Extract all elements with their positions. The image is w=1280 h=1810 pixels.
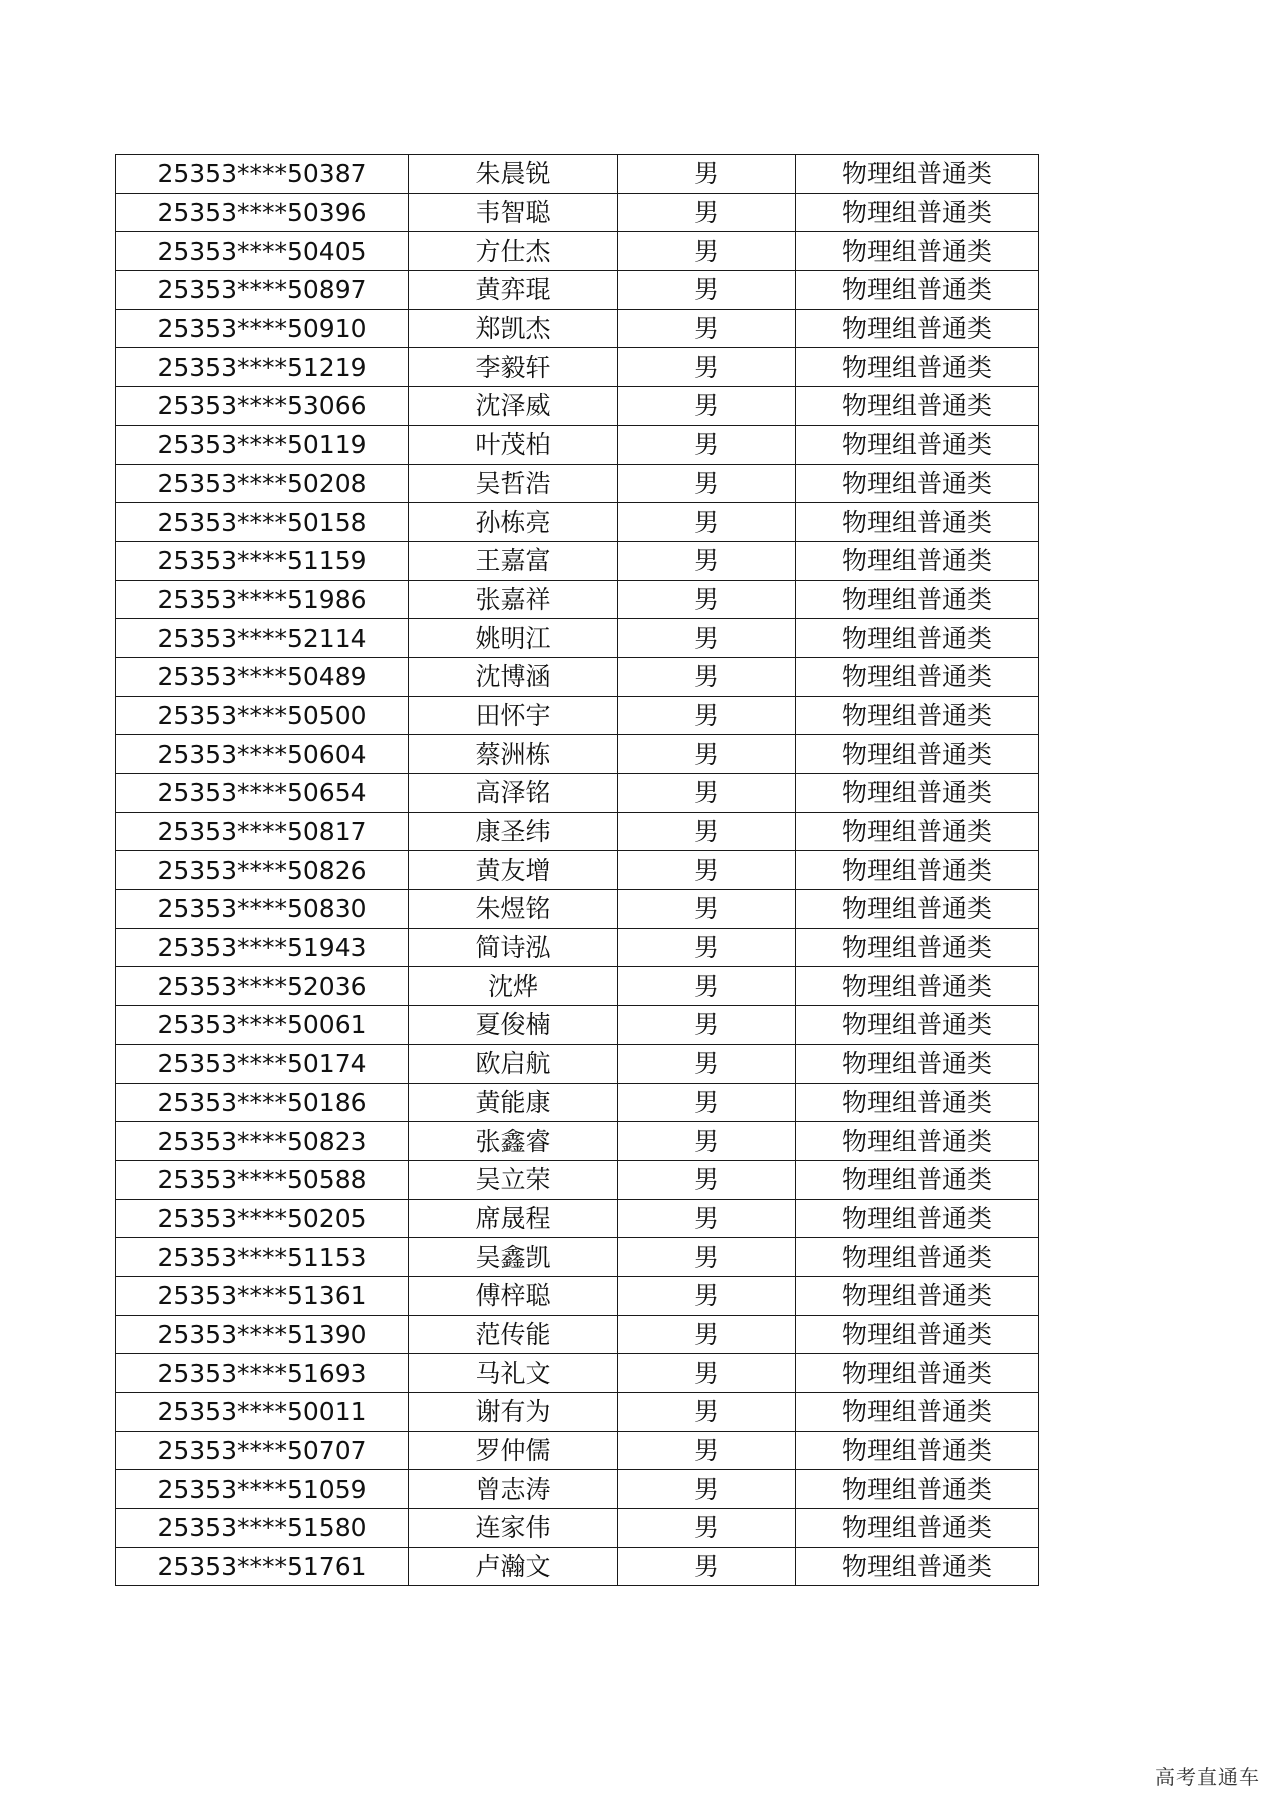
gender-cell: 男 [618, 619, 796, 658]
student-name-cell: 傅梓聪 [409, 1276, 618, 1315]
gender-cell: 男 [618, 812, 796, 851]
table-row [116, 1354, 1039, 1393]
table-row [116, 503, 1039, 542]
student-name-cell: 吴鑫凯 [409, 1238, 618, 1277]
gender-cell: 男 [618, 232, 796, 271]
table-row [116, 619, 1039, 658]
category-cell: 物理组普通类 [796, 1547, 1039, 1586]
category-cell: 物理组普通类 [796, 193, 1039, 232]
gender-cell: 男 [618, 1238, 796, 1277]
table-row [116, 1083, 1039, 1122]
exam-number-cell: 25353****53066 [116, 387, 409, 426]
category-cell: 物理组普通类 [796, 1160, 1039, 1199]
gender-cell: 男 [618, 1276, 796, 1315]
student-name-cell: 朱煜铭 [409, 890, 618, 929]
exam-number-cell: 25353****50500 [116, 696, 409, 735]
table-row [116, 193, 1039, 232]
exam-number-cell: 25353****51693 [116, 1354, 409, 1393]
category-cell: 物理组普通类 [796, 812, 1039, 851]
gender-cell: 男 [618, 1393, 796, 1432]
gender-cell: 男 [618, 425, 796, 464]
table-row [116, 851, 1039, 890]
table-row [116, 541, 1039, 580]
student-name-cell: 连家伟 [409, 1509, 618, 1548]
exam-number-cell: 25353****51580 [116, 1509, 409, 1548]
category-cell: 物理组普通类 [796, 1431, 1039, 1470]
table-row [116, 155, 1039, 194]
student-name-cell: 席晟程 [409, 1199, 618, 1238]
student-name-cell: 罗仲儒 [409, 1431, 618, 1470]
exam-number-cell: 25353****50205 [116, 1199, 409, 1238]
gender-cell: 男 [618, 503, 796, 542]
category-cell: 物理组普通类 [796, 425, 1039, 464]
exam-number-cell: 25353****51761 [116, 1547, 409, 1586]
table-row [116, 657, 1039, 696]
category-cell: 物理组普通类 [796, 696, 1039, 735]
category-cell: 物理组普通类 [796, 619, 1039, 658]
exam-number-cell: 25353****51059 [116, 1470, 409, 1509]
gender-cell: 男 [618, 657, 796, 696]
student-name-cell: 卢瀚文 [409, 1547, 618, 1586]
exam-number-cell: 25353****50396 [116, 193, 409, 232]
category-cell: 物理组普通类 [796, 1006, 1039, 1045]
student-name-cell: 方仕杰 [409, 232, 618, 271]
gender-cell: 男 [618, 387, 796, 426]
student-name-cell: 谢有为 [409, 1393, 618, 1432]
exam-number-cell: 25353****51943 [116, 928, 409, 967]
gender-cell: 男 [618, 1509, 796, 1548]
gender-cell: 男 [618, 193, 796, 232]
table-row [116, 232, 1039, 271]
category-cell: 物理组普通类 [796, 309, 1039, 348]
gender-cell: 男 [618, 580, 796, 619]
exam-number-cell: 25353****50061 [116, 1006, 409, 1045]
student-name-cell: 姚明江 [409, 619, 618, 658]
gender-cell: 男 [618, 541, 796, 580]
exam-number-cell: 25353****51159 [116, 541, 409, 580]
category-cell: 物理组普通类 [796, 1044, 1039, 1083]
category-cell: 物理组普通类 [796, 1470, 1039, 1509]
student-name-cell: 朱晨锐 [409, 155, 618, 194]
category-cell: 物理组普通类 [796, 580, 1039, 619]
gender-cell: 男 [618, 1044, 796, 1083]
category-cell: 物理组普通类 [796, 464, 1039, 503]
student-name-cell: 黄能康 [409, 1083, 618, 1122]
exam-number-cell: 25353****50186 [116, 1083, 409, 1122]
exam-number-cell: 25353****50823 [116, 1122, 409, 1161]
gender-cell: 男 [618, 1431, 796, 1470]
student-name-cell: 简诗泓 [409, 928, 618, 967]
table-row [116, 309, 1039, 348]
table-row [116, 774, 1039, 813]
student-name-cell: 沈博涵 [409, 657, 618, 696]
student-name-cell: 蔡洲栋 [409, 735, 618, 774]
gender-cell: 男 [618, 1083, 796, 1122]
table-row [116, 271, 1039, 310]
gender-cell: 男 [618, 309, 796, 348]
table-row [116, 464, 1039, 503]
table-row [116, 1470, 1039, 1509]
exam-number-cell: 25353****50119 [116, 425, 409, 464]
gender-cell: 男 [618, 1354, 796, 1393]
student-name-cell: 高泽铭 [409, 774, 618, 813]
table-row [116, 1509, 1039, 1548]
gender-cell: 男 [618, 1315, 796, 1354]
category-cell: 物理组普通类 [796, 928, 1039, 967]
student-name-cell: 张鑫睿 [409, 1122, 618, 1161]
category-cell: 物理组普通类 [796, 541, 1039, 580]
category-cell: 物理组普通类 [796, 1354, 1039, 1393]
gender-cell: 男 [618, 696, 796, 735]
exam-number-cell: 25353****50387 [116, 155, 409, 194]
category-cell: 物理组普通类 [796, 1083, 1039, 1122]
gender-cell: 男 [618, 348, 796, 387]
student-name-cell: 马礼文 [409, 1354, 618, 1393]
category-cell: 物理组普通类 [796, 1238, 1039, 1277]
category-cell: 物理组普通类 [796, 1315, 1039, 1354]
exam-number-cell: 25353****52114 [116, 619, 409, 658]
exam-number-cell: 25353****52036 [116, 967, 409, 1006]
table-row [116, 928, 1039, 967]
exam-number-cell: 25353****50654 [116, 774, 409, 813]
exam-number-cell: 25353****51361 [116, 1276, 409, 1315]
table-row [116, 1044, 1039, 1083]
table-row [116, 425, 1039, 464]
table-row [116, 348, 1039, 387]
student-name-cell: 叶茂柏 [409, 425, 618, 464]
student-name-cell: 曾志涛 [409, 1470, 618, 1509]
gender-cell: 男 [618, 967, 796, 1006]
table-row [116, 1276, 1039, 1315]
category-cell: 物理组普通类 [796, 890, 1039, 929]
student-name-cell: 田怀宇 [409, 696, 618, 735]
gender-cell: 男 [618, 735, 796, 774]
gender-cell: 男 [618, 890, 796, 929]
table-row [116, 1393, 1039, 1432]
student-name-cell: 李毅轩 [409, 348, 618, 387]
student-name-cell: 黄弈琨 [409, 271, 618, 310]
exam-number-cell: 25353****50174 [116, 1044, 409, 1083]
student-name-cell: 孙栋亮 [409, 503, 618, 542]
category-cell: 物理组普通类 [796, 1509, 1039, 1548]
gender-cell: 男 [618, 1122, 796, 1161]
gender-cell: 男 [618, 271, 796, 310]
gender-cell: 男 [618, 1006, 796, 1045]
student-name-cell: 范传能 [409, 1315, 618, 1354]
exam-number-cell: 25353****50897 [116, 271, 409, 310]
gender-cell: 男 [618, 851, 796, 890]
gender-cell: 男 [618, 1470, 796, 1509]
category-cell: 物理组普通类 [796, 387, 1039, 426]
category-cell: 物理组普通类 [796, 735, 1039, 774]
category-cell: 物理组普通类 [796, 1276, 1039, 1315]
student-name-cell: 吴立荣 [409, 1160, 618, 1199]
student-name-cell: 王嘉富 [409, 541, 618, 580]
gender-cell: 男 [618, 1547, 796, 1586]
table-row [116, 1122, 1039, 1161]
table-row [116, 735, 1039, 774]
exam-number-cell: 25353****51390 [116, 1315, 409, 1354]
gender-cell: 男 [618, 1199, 796, 1238]
student-name-cell: 沈泽威 [409, 387, 618, 426]
table-row [116, 1160, 1039, 1199]
category-cell: 物理组普通类 [796, 232, 1039, 271]
category-cell: 物理组普通类 [796, 1393, 1039, 1432]
table-row [116, 696, 1039, 735]
exam-number-cell: 25353****50208 [116, 464, 409, 503]
category-cell: 物理组普通类 [796, 348, 1039, 387]
watermark-text: 高考直通车 [1155, 1765, 1260, 1789]
category-cell: 物理组普通类 [796, 851, 1039, 890]
gender-cell: 男 [618, 464, 796, 503]
student-name-cell: 韦智聪 [409, 193, 618, 232]
table-row [116, 1199, 1039, 1238]
category-cell: 物理组普通类 [796, 155, 1039, 194]
exam-number-cell: 25353****50830 [116, 890, 409, 929]
admission-roster-table [115, 154, 1039, 1586]
table-row [116, 967, 1039, 1006]
table-row [116, 1238, 1039, 1277]
table-row [116, 1431, 1039, 1470]
exam-number-cell: 25353****50405 [116, 232, 409, 271]
student-name-cell: 黄友增 [409, 851, 618, 890]
exam-number-cell: 25353****51219 [116, 348, 409, 387]
student-name-cell: 张嘉祥 [409, 580, 618, 619]
gender-cell: 男 [618, 928, 796, 967]
gender-cell: 男 [618, 774, 796, 813]
student-name-cell: 吴哲浩 [409, 464, 618, 503]
exam-number-cell: 25353****50817 [116, 812, 409, 851]
student-name-cell: 夏俊楠 [409, 1006, 618, 1045]
gender-cell: 男 [618, 1160, 796, 1199]
table-row [116, 1315, 1039, 1354]
category-cell: 物理组普通类 [796, 657, 1039, 696]
category-cell: 物理组普通类 [796, 271, 1039, 310]
exam-number-cell: 25353****51986 [116, 580, 409, 619]
exam-number-cell: 25353****50489 [116, 657, 409, 696]
category-cell: 物理组普通类 [796, 774, 1039, 813]
gender-cell: 男 [618, 155, 796, 194]
table-row [116, 1547, 1039, 1586]
exam-number-cell: 25353****50826 [116, 851, 409, 890]
student-name-cell: 康圣纬 [409, 812, 618, 851]
roster-table-body [116, 155, 1039, 1586]
student-name-cell: 郑凯杰 [409, 309, 618, 348]
exam-number-cell: 25353****50604 [116, 735, 409, 774]
category-cell: 物理组普通类 [796, 967, 1039, 1006]
exam-number-cell: 25353****50707 [116, 1431, 409, 1470]
category-cell: 物理组普通类 [796, 1199, 1039, 1238]
table-row [116, 890, 1039, 929]
table-row [116, 387, 1039, 426]
category-cell: 物理组普通类 [796, 1122, 1039, 1161]
exam-number-cell: 25353****50588 [116, 1160, 409, 1199]
table-row [116, 812, 1039, 851]
exam-number-cell: 25353****51153 [116, 1238, 409, 1277]
student-name-cell: 沈烨 [409, 967, 618, 1006]
exam-number-cell: 25353****50158 [116, 503, 409, 542]
table-row [116, 580, 1039, 619]
category-cell: 物理组普通类 [796, 503, 1039, 542]
exam-number-cell: 25353****50011 [116, 1393, 409, 1432]
student-name-cell: 欧启航 [409, 1044, 618, 1083]
exam-number-cell: 25353****50910 [116, 309, 409, 348]
table-row [116, 1006, 1039, 1045]
